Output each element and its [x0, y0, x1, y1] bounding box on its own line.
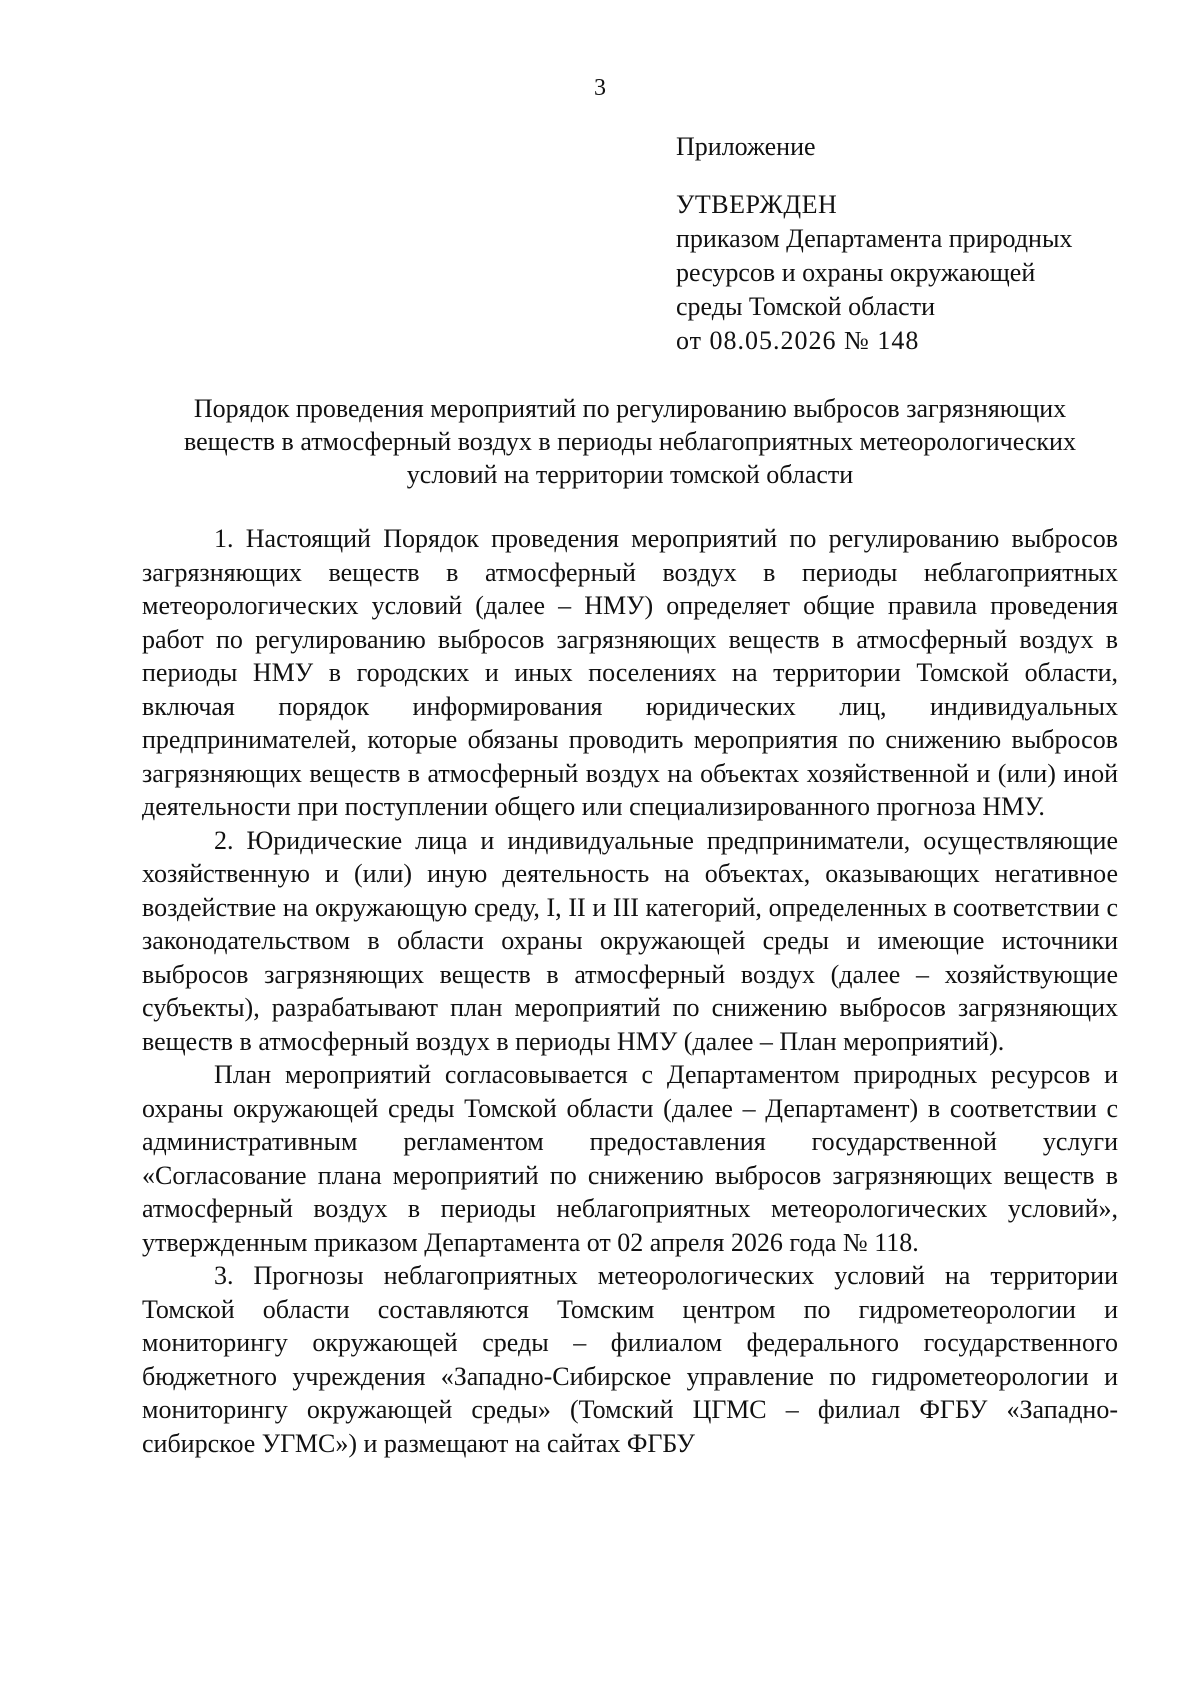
page-number: 3	[594, 75, 606, 101]
title-line: условий на территории томской области	[406, 460, 854, 489]
approval-line: ресурсов и охраны окружающей	[676, 258, 1036, 287]
approval-block	[676, 130, 1136, 358]
paragraph-3: 3. Прогнозы неблагоприятных метеорологических условий на территории Томской области составляются Томским центром по гидрометеорологии и мониторингу окружающей среды – филиалом федерального государственного бюджетного учреждения «Западно-Сибирское управление по гидрометеорологии и мониторингу окружающей среды» (Томский ЦГМС – филиал ФГБУ «Западно-сибирское УГМС») и размещают на сайтах ФГБУ	[142, 1261, 1118, 1458]
paragraph-1: 1. Настоящий Порядок проведения мероприятий по регулированию выбросов загрязняющих веществ в атмосферный воздух в периоды неблагоприятных метеорологических условий (далее – НМУ) определяет общие правила проведения работ по регулированию выбросов загрязняющих веществ в атмосферный воздух в периоды НМУ в городских и иных поселениях на территории Томской области, включая порядок информирования юридических лиц, индивидуальных предпринимателей, которые обязаны проводить мероприятия по снижению выбросов загрязняющих веществ в атмосферный воздух на объектах хозяйственной и (или) иной деятельности при поступлении общего или специализированного прогноза НМУ.	[142, 524, 1118, 821]
document-body	[142, 522, 1118, 1460]
title-line: Порядок проведения мероприятий по регулированию выбросов загрязняющих	[193, 394, 1067, 423]
paragraph-2-continued: План мероприятий согласовывается с Департаментом природных ресурсов и охраны окружающей среды Томской области (далее – Департамент) в соответствии с административным регламентом предоставления государственной услуги «Согласование плана мероприятий по снижению выбросов загрязняющих веществ в атмосферный воздух в периоды неблагоприятных метеорологических условий», утвержденным приказом Департамента от 02 апреля 2026 года № 118.	[142, 1060, 1118, 1257]
order-date: от 08.05.2026 № 148	[676, 326, 920, 355]
approval-line: среды Томской области	[676, 292, 935, 321]
document-title	[140, 392, 1120, 491]
approved-label: УТВЕРЖДЕН	[676, 190, 838, 219]
title-line: веществ в атмосферный воздух в периоды неблагоприятных метеорологических	[184, 427, 1076, 456]
approval-line: приказом Департамента природных	[676, 224, 1073, 253]
annex-label: Приложение	[676, 132, 816, 161]
paragraph-2: 2. Юридические лица и индивидуальные предприниматели, осуществляющие хозяйственную и (или) иную деятельность на объектах, оказывающих негативное воздействие на окружающую среду, I, II и III категорий, определенных в соответствии с законодательством в области охраны окружающей среды и имеющие источники выбросов загрязняющих веществ в атмосферный воздух (далее – хозяйствующие субъекты), разрабатывают план мероприятий по снижению выбросов загрязняющих веществ в атмосферный воздух в периоды НМУ (далее – План мероприятий).	[142, 825, 1118, 1056]
